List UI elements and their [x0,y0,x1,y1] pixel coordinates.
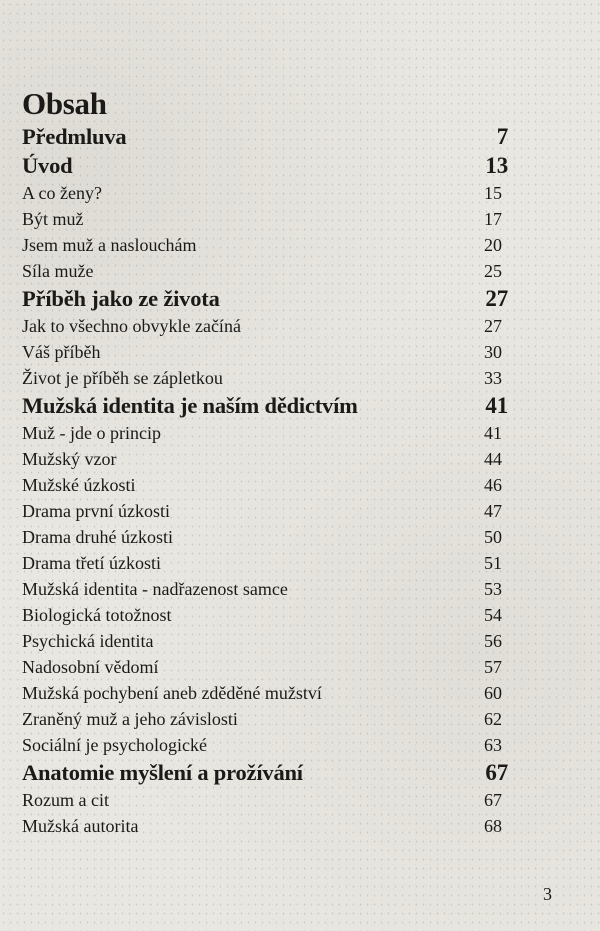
toc-section-row [22,732,508,758]
page-number: 3 [543,884,552,904]
toc-section-row [22,628,508,654]
toc-entry-page: 67 [485,760,508,785]
toc-entry-title: Zraněný muž a jeho závislosti [22,709,238,729]
toc-entry-page: 67 [484,790,502,810]
toc-entry-title: Být muž [22,209,84,229]
toc-section-row [22,576,508,602]
toc-section-row [22,258,508,284]
toc-entry-title: Sociální je psychologické [22,735,207,755]
toc-entry-title: Nadosobní vědomí [22,657,159,677]
toc-entry-page: 68 [484,816,502,836]
toc-section-row [22,313,508,339]
toc-chapter-row [22,391,508,420]
toc-entry-page: 51 [484,553,502,573]
toc-entry-title: Jsem muž a naslouchám [22,235,197,255]
toc-section-row [22,365,508,391]
toc-section-row [22,654,508,680]
toc-entry-title: Drama třetí úzkosti [22,553,161,573]
toc-entry-title: Váš příběh [22,342,101,362]
toc-section-row [22,420,508,446]
toc-chapter-row [22,758,508,787]
toc-section-row [22,787,508,813]
toc-entry-title: Mužská identita je naším dědictvím [22,393,358,418]
toc-entry-page: 44 [484,449,502,469]
toc-entry-page: 46 [484,475,502,495]
toc-section-row [22,232,508,258]
toc-entry-title: Anatomie myšlení a prožívání [22,760,303,785]
toc-entry-title: Úvod [22,153,73,178]
toc-section-row [22,706,508,732]
toc-entry-page: 57 [484,657,502,677]
toc-entry-page: 25 [484,261,502,281]
toc-section-row [22,339,508,365]
toc-entry-title: Drama druhé úzkosti [22,527,173,547]
toc-entry-page: 27 [485,286,508,311]
toc-entry-page: 53 [484,579,502,599]
toc-section-row [22,446,508,472]
toc-section-row [22,813,508,839]
toc-entry-title: Mužské úzkosti [22,475,136,495]
toc-entry-title: Mužský vzor [22,449,117,469]
toc-entry-page: 15 [484,183,502,203]
toc-entry-page: 54 [484,605,502,625]
toc-section-row [22,206,508,232]
toc-chapter-row [22,151,508,180]
toc-entry-page: 27 [484,316,502,336]
toc-section-row [22,472,508,498]
toc-section-row [22,524,508,550]
toc-entry-page: 41 [485,393,508,418]
table-of-contents [22,122,508,839]
toc-chapter-row [22,284,508,313]
toc-entry-title: Drama první úzkosti [22,501,170,521]
toc-entry-title: Mužská autorita [22,816,139,836]
toc-entry-page: 60 [484,683,502,703]
toc-section-row [22,180,508,206]
toc-entry-page: 20 [484,235,502,255]
toc-section-row [22,602,508,628]
toc-entry-title: Mužská pochybení aneb zděděné mužství [22,683,322,703]
toc-entry-title: Rozum a cit [22,790,109,810]
toc-section-row [22,550,508,576]
toc-entry-title: Biologická totožnost [22,605,172,625]
toc-entry-page: 30 [484,342,502,362]
toc-chapter-row [22,122,508,151]
toc-entry-page: 41 [484,423,502,443]
toc-entry-page: 7 [496,124,508,149]
toc-entry-title: Mužská identita - nadřazenost samce [22,579,288,599]
toc-entry-title: Psychická identita [22,631,154,651]
toc-entry-title: Muž - jde o princip [22,423,161,443]
toc-entry-page: 47 [484,501,502,521]
toc-entry-page: 56 [484,631,502,651]
toc-entry-page: 13 [485,153,508,178]
toc-entry-page: 17 [484,209,502,229]
toc-section-row [22,680,508,706]
toc-entry-title: Příběh jako ze života [22,286,220,311]
toc-entry-title: Jak to všechno obvykle začíná [22,316,241,336]
toc-entry-page: 33 [484,368,502,388]
toc-entry-title: A co ženy? [22,183,102,203]
toc-section-row [22,498,508,524]
toc-entry-page: 63 [484,735,502,755]
toc-entry-title: Život je příběh se zápletkou [22,368,223,388]
toc-entry-title: Předmluva [22,124,127,149]
toc-entry-page: 50 [484,527,502,547]
toc-entry-title: Síla muže [22,261,94,281]
toc-entry-page: 62 [484,709,502,729]
toc-title: Obsah [22,86,107,121]
